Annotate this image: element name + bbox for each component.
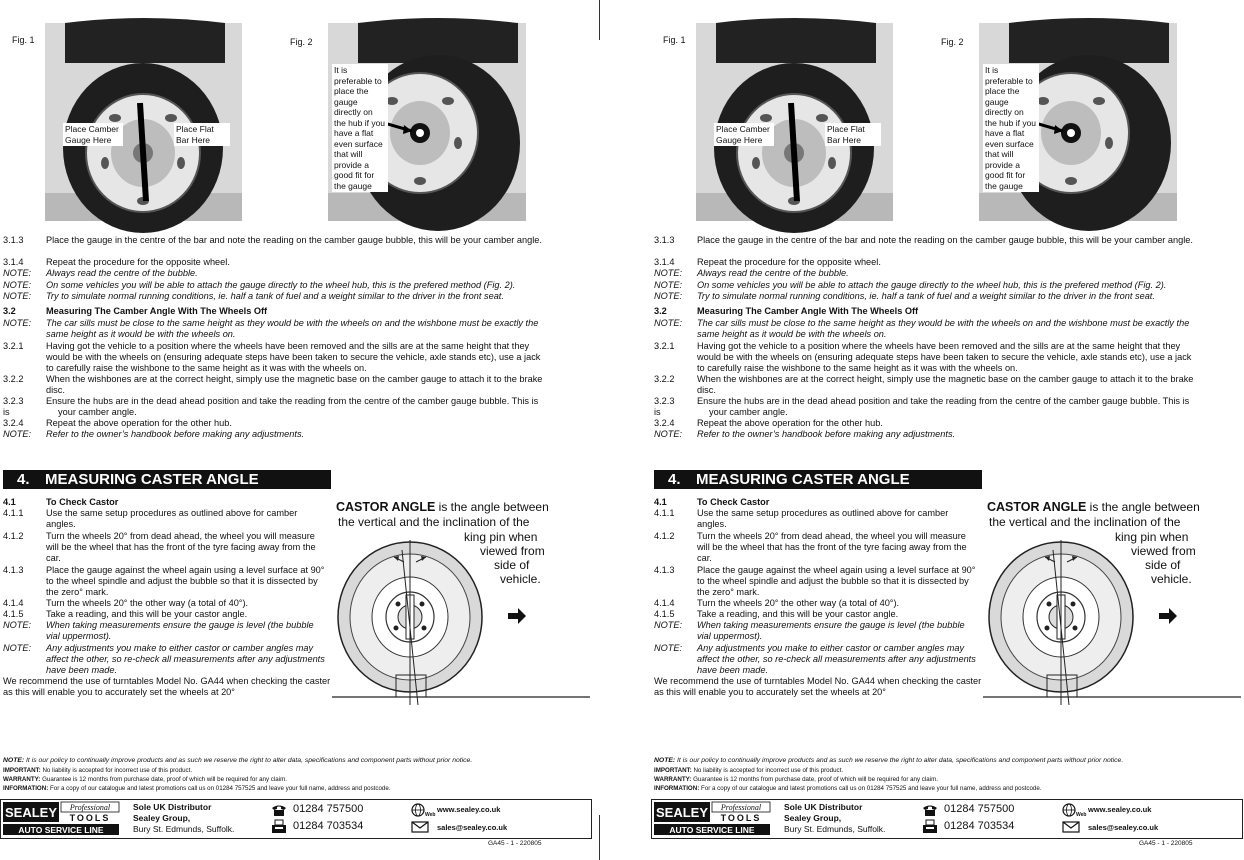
svg-text:SEALEY: SEALEY [655, 805, 709, 820]
fig2-wheel-photo [328, 23, 526, 221]
footer-information: INFORMATION: For a copy of our catalogue and latest promotions call us on 01284 757525 and leave your full name, address and postcode. [654, 785, 1042, 792]
castor-angle-diagram [983, 500, 1243, 705]
distributor-title: Sole UK Distributor [133, 802, 212, 812]
fax-icon [272, 820, 286, 833]
page-divider-top [599, 0, 600, 40]
page-divider-bottom [599, 815, 600, 860]
footer-information: INFORMATION: For a copy of our catalogue and latest promotions call us on 01284 757525 and leave your full name, address and postcode. [3, 785, 391, 792]
fig2-label: Fig. 2 [941, 37, 964, 47]
distributor-address: Bury St. Edmunds, Suffolk. [784, 824, 886, 834]
distributor-title: Sole UK Distributor [784, 802, 863, 812]
svg-text:Professional: Professional [720, 803, 762, 812]
footer-warranty: WARRANTY: Guarantee is 12 months from purchase date, proof of which will be required for any claim. [654, 776, 938, 783]
section4-number: 4. [17, 471, 30, 488]
fig1-label: Fig. 1 [12, 35, 35, 45]
fig1-callout-camber-gauge: Place Camber Gauge Here [714, 123, 774, 146]
web-globe-icon [411, 803, 436, 818]
phone-number[interactable]: 01284 757500 [944, 803, 1015, 815]
svg-text:AUTO SERVICE LINE: AUTO SERVICE LINE [18, 825, 104, 835]
svg-text:Web: Web [1076, 812, 1087, 818]
phone-number[interactable]: 01284 757500 [293, 803, 364, 815]
castor-caption-line6: vehicle. [500, 572, 541, 586]
castor-angle-diagram [332, 500, 592, 705]
footer-important: IMPORTANT: No liability is accepted for incorrect use of this product. [3, 767, 193, 774]
website-link[interactable]: www.sealey.co.uk [1088, 805, 1152, 814]
turntable-recommendation: We recommend the use of turntables Model No. GA44 when checking the caster as this will enable you to accurately set the wheels at 20° [654, 676, 982, 698]
castor-caption-line2: the vertical and the inclination of the [338, 515, 530, 529]
telephone-icon [922, 804, 938, 816]
svg-text:Web: Web [425, 812, 436, 818]
email-link[interactable]: sales@sealey.co.uk [437, 823, 508, 832]
footer-contact-box [651, 799, 1243, 839]
section4-number: 4. [668, 471, 681, 488]
sealey-logo [3, 802, 123, 836]
fig2-callout-hub: It is preferable to place the gauge directly on the hub if you have a flat even surface that will provide a good fit for the gauge [983, 64, 1039, 192]
fig1-callout-flat-bar: Place Flat Bar Here [174, 123, 230, 146]
svg-text:Professional: Professional [69, 803, 111, 812]
section4-banner [654, 470, 982, 489]
castor-caption-line3: king pin when [464, 530, 538, 544]
fig2-label: Fig. 2 [290, 37, 313, 47]
fig1-wheel-photo [45, 23, 242, 221]
section4-title: MEASURING CASTER ANGLE [45, 471, 259, 488]
sealey-logo [654, 802, 774, 836]
castor-caption-line4: viewed from [480, 544, 545, 558]
manual-page: Fig. 1 Fig. 2 Place Camber Gauge Here Place Flat Bar Here It is preferable to place the gauge directly on the hub if you have a flat even surface that will provide a good fit for the gauge 3.1.3 Place the gauge in the centre of the bar and note the reading on the camber gauge bubble, this will be your camber angle. 3.1.4 Repeat the procedure for the opposite wheel. NOTE: Always read the centre of the bubble. NOTE: On some vehicles you will be able to attach the gauge directly to the wheel hub, this is the prefered method (Fig. 2). NOTE: Try to simulate normal running conditions, ie. half a tank of fuel and a weight similar to the driver in the front seat. 3.2 Measuring The Camber Angle With The Wheels Off NOTE: The car sills must be close to the same height as they would be with the wheels on and the wishbone must be exactly the same height as it would be with the wheels on. 3.2.1 Having got the vehicle to a position where the wheels have been removed and the sills are at the same height that they would be with the wheels on (ensuring adequate steps have been taken to secure the vehicle, axle stands etc), use a jack to carefully raise the wishbone to the same height as it was with the wheels on. 3.2.2 When the wishbones are at the correct height, simply use the magnetic base on the camber gauge to attach it to the brake disc. 3.2.3 Ensure the hubs are in the dead ahead position and take the reading from the centre of the camber gauge bubble. This is is your camber angle. 3.2.4 Repeat the above operation for the other hub. NOTE: Refer to the owner’s handbook before making any adjustments. 4. MEASURING CASTER ANGLE 4.1 To Check Castor 4.1.1 Use the same setup procedures as outlined above for camber angles. 4.1.2 Turn the wheels 20° from dead ahead, the wheel you will measure will be the wheel that has the front of the tyre facing away from the car. 4.1.3 Place the gauge against the wheel again using a level surface at 90° to the wheel spindle and adjust the bubble so that it is dissected by the zero° mark. 4.1.4 Turn the wheels 20° the other way (a total of 40°). 4.1.5 Take a reading, and this will be your castor angle. NOTE: When taking measurements ensure the gauge is level (the bubble vial uppermost). NOTE: Any adjustments you make to either castor or camber angles may affect the other, so re-check all measurements after any adjustments have been made. We recommend the use of turntables Model No. GA44 when checking the caster as this will enable you to accurately set the wheels at 20° CASTOR ANGLE is the angle between the vertical and the inclination of the king pin when viewed from side of vehicle. NOTE: It is our policy to continually improve products and as such we reserve the right to alter data, specifications and component parts without prior notice. IMPORTANT: No liability is accepted for incorrect use of this product. WARRANTY: Guarantee is 12 months from purchase date, proof of which will be required for any claim. INFORMATION: For a copy of our catalogue and latest promotions call us on 01284 757525 and leave your full name, address and postcode. SEALEY Professional TOOLS AUTO SERVICE LINE Sole UK Distributor Sealey Group, Bury St. Edmunds, Suffolk. 01284 757500 01284 703534 Web www.sealey.co.uk sales@sealey.co.uk GA45 - 1 - 220805 [0, 0, 590, 860]
distributor-info [133, 802, 234, 835]
fax-number[interactable]: 01284 703534 [293, 820, 364, 832]
fig1-label: Fig. 1 [663, 35, 686, 45]
footer-note: NOTE: It is our policy to continually improve products and as such we reserve the right to alter data, specifications and component parts without prior notice. [654, 757, 1124, 764]
fig2-callout-hub: It is preferable to place the gauge directly on the hub if you have a flat even surface that will provide a good fit for the gauge [332, 64, 388, 192]
svg-text:TOOLS: TOOLS [69, 813, 111, 823]
footer-note: NOTE: It is our policy to continually improve products and as such we reserve the right to alter data, specifications and component parts without prior notice. [3, 757, 473, 764]
email-envelope-icon [411, 821, 429, 833]
email-envelope-icon [1062, 821, 1080, 833]
fig1-callout-camber-gauge: Place Camber Gauge Here [63, 123, 123, 146]
email-link[interactable]: sales@sealey.co.uk [1088, 823, 1159, 832]
fig1-wheel-photo [696, 23, 893, 221]
fax-number[interactable]: 01284 703534 [944, 820, 1015, 832]
svg-text:AUTO SERVICE LINE: AUTO SERVICE LINE [669, 825, 755, 835]
fig2-wheel-photo [979, 23, 1177, 221]
castor-caption-line1: CASTOR ANGLE is the angle between [336, 500, 549, 514]
distributor-info [784, 802, 885, 835]
castor-caption-line5: side of [1145, 558, 1181, 572]
fig1-callout-flat-bar: Place Flat Bar Here [825, 123, 881, 146]
castor-caption-line4: viewed from [1131, 544, 1196, 558]
footer-important: IMPORTANT: No liability is accepted for incorrect use of this product. [654, 767, 844, 774]
document-reference: GA45 - 1 - 220805 [1139, 840, 1193, 847]
castor-caption-line3: king pin when [1115, 530, 1189, 544]
telephone-icon [271, 804, 287, 816]
castor-caption-line1: CASTOR ANGLE is the angle between [987, 500, 1200, 514]
svg-text:TOOLS: TOOLS [720, 813, 762, 823]
distributor-name: Sealey Group, [133, 813, 191, 823]
web-globe-icon [1062, 803, 1087, 818]
website-link[interactable]: www.sealey.co.uk [437, 805, 501, 814]
turntable-recommendation: We recommend the use of turntables Model No. GA44 when checking the caster as this will enable you to accurately set the wheels at 20° [3, 676, 331, 698]
distributor-address: Bury St. Edmunds, Suffolk. [133, 824, 235, 834]
fax-icon [923, 820, 937, 833]
distributor-name: Sealey Group, [784, 813, 842, 823]
section4-title: MEASURING CASTER ANGLE [696, 471, 910, 488]
castor-caption-line6: vehicle. [1151, 572, 1192, 586]
manual-page-duplicate: Fig. 1 Fig. 2 Place Camber Gauge Here Place Flat Bar Here It is preferable to place the gauge directly on the hub if you have a flat even surface that will provide a good fit for the gauge 3.1.3 Place the gauge in the centre of the bar and note the reading on the camber gauge bubble, this will be your camber angle. 3.1.4 Repeat the procedure for the opposite wheel. NOTE: Always read the centre of the bubble. NOTE: On some vehicles you will be able to attach the gauge directly to the wheel hub, this is the prefered method (Fig. 2). NOTE: Try to simulate normal running conditions, ie. half a tank of fuel and a weight similar to the driver in the front seat. 3.2 Measuring The Camber Angle With The Wheels Off NOTE: The car sills must be close to the same height as they would be with the wheels on and the wishbone must be exactly the same height as it would be with the wheels on. 3.2.1 Having got the vehicle to a position where the wheels have been removed and the sills are at the same height that they would be with the wheels on (ensuring adequate steps have been taken to secure the vehicle, axle stands etc), use a jack to carefully raise the wishbone to the same height as it was with the wheels on. 3.2.2 When the wishbones are at the correct height, simply use the magnetic base on the camber gauge to attach it to the brake disc. 3.2.3 Ensure the hubs are in the dead ahead position and take the reading from the centre of the camber gauge bubble. This is is your camber angle. 3.2.4 Repeat the above operation for the other hub. NOTE: Refer to the owner’s handbook before making any adjustments. 4. MEASURING CASTER ANGLE 4.1 To Check Castor 4.1.1 Use the same setup procedures as outlined above for camber angles. 4.1.2 Turn the wheels 20° from dead ahead, the wheel you will measure will be the wheel that has the front of the tyre facing away from the car. 4.1.3 Place the gauge against the wheel again using a level surface at 90° to the wheel spindle and adjust the bubble so that it is dissected by the zero° mark. 4.1.4 Turn the wheels 20° the other way (a total of 40°). 4.1.5 Take a reading, and this will be your castor angle. NOTE: When taking measurements ensure the gauge is level (the bubble vial uppermost). NOTE: Any adjustments you make to either castor or camber angles may affect the other, so re-check all measurements after any adjustments have been made. We recommend the use of turntables Model No. GA44 when checking the caster as this will enable you to accurately set the wheels at 20° CASTOR ANGLE is the angle between the vertical and the inclination of the king pin when viewed from side of vehicle. NOTE: It is our policy to continually improve products and as such we reserve the right to alter data, specifications and component parts without prior notice. IMPORTANT: No liability is accepted for incorrect use of this product. WARRANTY: Guarantee is 12 months from purchase date, proof of which will be required for any claim. INFORMATION: For a copy of our catalogue and latest promotions call us on 01284 757525 and leave your full name, address and postcode. SEALEY Professional TOOLS AUTO SERVICE LINE Sole UK Distributor Sealey Group, Bury St. Edmunds, Suffolk. 01284 757500 01284 703534 Web www.sealey.co.uk sales@sealey.co.uk GA45 - 1 - 220805 [651, 0, 1241, 860]
castor-caption-line5: side of [494, 558, 530, 572]
svg-text:SEALEY: SEALEY [4, 805, 58, 820]
footer-contact-box [0, 799, 592, 839]
document-reference: GA45 - 1 - 220805 [488, 840, 542, 847]
section4-banner [3, 470, 331, 489]
footer-warranty: WARRANTY: Guarantee is 12 months from purchase date, proof of which will be required for any claim. [3, 776, 287, 783]
castor-caption-line2: the vertical and the inclination of the [989, 515, 1181, 529]
